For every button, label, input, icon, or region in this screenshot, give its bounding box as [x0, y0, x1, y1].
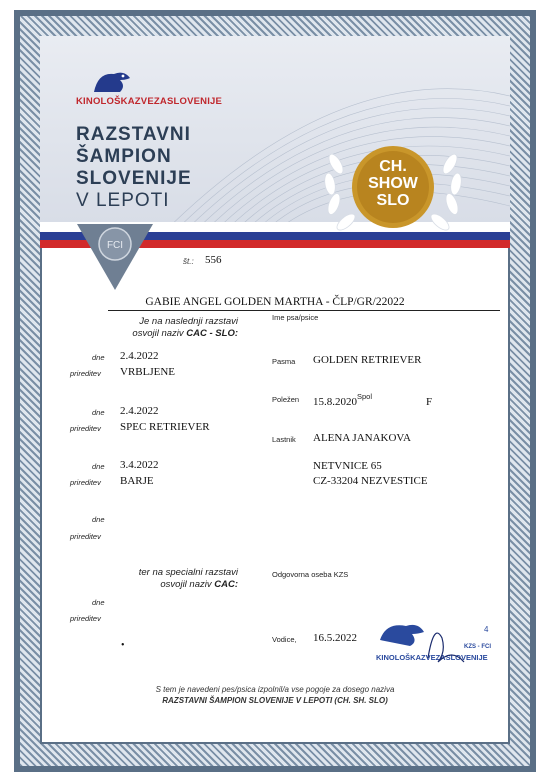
badge-line: SHOW	[368, 175, 418, 192]
kzs-stamp-icon	[372, 618, 498, 670]
responsible-person-label: Odgovorna oseba KZS	[272, 570, 349, 579]
owner-label: Lastnik	[272, 435, 296, 444]
date-label: dne	[92, 353, 105, 362]
owner-address-line1: NETVNICE 65	[313, 460, 382, 472]
event-label: prireditev	[70, 614, 101, 623]
show-event: BARJE	[120, 475, 154, 487]
event-label: prireditev	[70, 369, 101, 378]
number-label: št.:	[183, 257, 194, 266]
sex-label: Spol	[357, 392, 373, 401]
svg-text:FCI: FCI	[106, 240, 124, 251]
org-name: KINOLOŠKAZVEZASLOVENIJE	[76, 96, 223, 107]
place-label: Vodice,	[272, 635, 297, 644]
dog-name-caption: Ime psa/psice	[272, 313, 319, 322]
sex-value: F	[426, 396, 433, 408]
show-event: VRBLJENE	[120, 366, 175, 378]
svg-text:4: 4	[484, 625, 489, 634]
kzs-dog-logo-icon	[90, 66, 134, 96]
cac-heading-line2: osvojil naziv	[132, 328, 187, 339]
certificate-title	[76, 124, 192, 190]
breed-value: GOLDEN RETRIEVER	[313, 354, 422, 366]
owner-address-line2: CZ-33204 NEZVESTICE	[313, 475, 428, 487]
birth-date-value: 15.8.2020	[313, 396, 357, 408]
show-date: 2.4.2022	[120, 405, 159, 417]
title-line: SLOVENIJE	[76, 168, 192, 189]
footer-statement	[0, 684, 550, 706]
cac-heading	[100, 316, 238, 340]
signing-date: 16.5.2022	[313, 632, 357, 644]
event-label: prireditev	[70, 478, 101, 487]
svg-text:KINOLOŠKAZVEZASLOVENIJE: KINOLOŠKAZVEZASLOVENIJE	[376, 653, 488, 662]
footer-line2: RAZSTAVNI ŠAMPION SLOVENIJE V LEPOTI (CH. SH. SLO)	[162, 696, 388, 705]
cac-heading-line1: Je na naslednji razstavi	[139, 316, 238, 327]
special-heading-line1: ter na specialni razstavi	[138, 567, 238, 578]
event-label: prireditev	[70, 532, 101, 541]
cac-title: CAC - SLO:	[186, 328, 238, 339]
badge-line: CH.	[379, 158, 407, 175]
date-label: dne	[92, 515, 105, 524]
owner-value: ALENA JANAKOVA	[313, 432, 411, 444]
badge-text	[350, 158, 436, 209]
badge-line: SLO	[376, 192, 410, 209]
date-label: dne	[92, 598, 105, 607]
bullet-mark: •	[121, 640, 125, 651]
birth-date-label: Poležen	[272, 395, 300, 404]
title-line: ŠAMPION	[76, 146, 172, 167]
breed-label: Pasma	[272, 357, 296, 366]
dog-name-registration: GABIE ANGEL GOLDEN MARTHA - ČLP/GR/22022	[145, 296, 405, 308]
special-cac-title: CAC:	[214, 579, 238, 590]
show-date: 2.4.2022	[120, 350, 159, 362]
dog-name-underline	[108, 310, 500, 311]
show-event: SPEC RETRIEVER	[120, 421, 210, 433]
title-line: RAZSTAVNI	[76, 124, 191, 145]
fci-emblem-icon	[75, 220, 155, 292]
special-heading	[100, 567, 238, 591]
special-heading-line2: osvojil naziv	[160, 579, 215, 590]
date-label: dne	[92, 462, 105, 471]
footer-line1: S tem je navedeni pes/psica izpolnil/a vse pogoje za dosego naziva	[155, 685, 395, 694]
title-line: V LEPOTI	[76, 190, 170, 211]
svg-text:KZS - FCI: KZS - FCI	[464, 644, 491, 650]
certificate-number: 556	[205, 254, 222, 266]
event-label: prireditev	[70, 424, 101, 433]
date-label: dne	[92, 408, 105, 417]
show-date: 3.4.2022	[120, 459, 159, 471]
